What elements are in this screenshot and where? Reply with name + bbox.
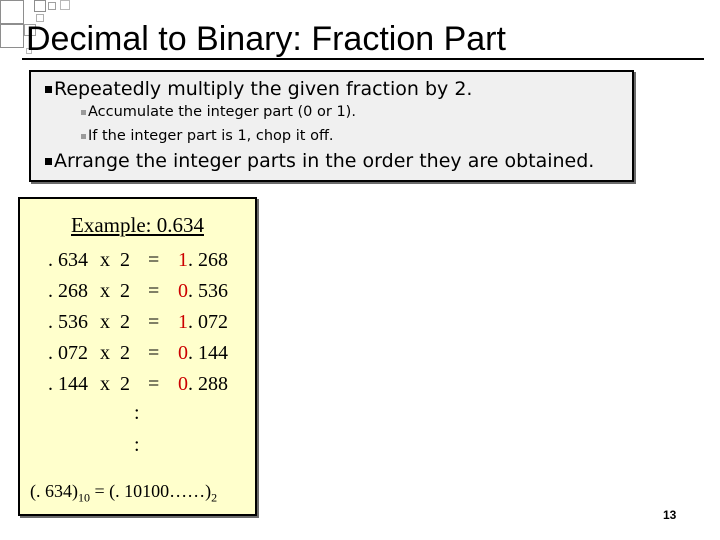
- decor-square: [34, 0, 46, 12]
- integer-digit: 0: [178, 280, 188, 302]
- square-bullet-icon: [45, 158, 52, 165]
- example-box: [18, 197, 257, 516]
- fraction-result: . 536: [188, 280, 228, 302]
- equals-sign: =: [148, 342, 160, 364]
- bullet-repeat-multiply: [45, 78, 472, 100]
- slide-title: Decimal to Binary: Fraction Part: [26, 20, 506, 58]
- result-rhs: = (. 10100……): [90, 481, 212, 501]
- operand: . 536: [48, 311, 88, 333]
- conversion-result: [30, 481, 217, 506]
- times-sign: x: [100, 311, 110, 333]
- decor-square: [48, 2, 56, 10]
- continuation-colon: :: [134, 402, 140, 424]
- fraction-result: . 144: [188, 342, 228, 364]
- operand: . 634: [48, 249, 88, 271]
- bullet-arrange: [45, 150, 594, 172]
- multiplier: 2: [120, 342, 130, 364]
- equals-sign: =: [148, 311, 160, 333]
- result-lhs-base: 10: [78, 490, 90, 505]
- operand: . 072: [48, 342, 88, 364]
- page-number: 13: [663, 508, 677, 522]
- times-sign: x: [100, 373, 110, 395]
- fraction-result: . 268: [188, 249, 228, 271]
- integer-digit: 1: [178, 311, 188, 333]
- bullet-text: Arrange the integer parts in the order they are obtained.: [54, 150, 595, 172]
- operand: . 144: [48, 373, 88, 395]
- result-rhs-base: 2: [211, 490, 218, 505]
- decor-square: [0, 0, 24, 24]
- sub-bullet-chop: [81, 128, 334, 144]
- equals-sign: =: [148, 280, 160, 302]
- times-sign: x: [100, 249, 110, 271]
- sub-bullet-accumulate: [81, 104, 356, 120]
- title-underline: [22, 58, 704, 60]
- square-bullet-icon: [81, 110, 86, 115]
- times-sign: x: [100, 342, 110, 364]
- multiplier: 2: [120, 311, 130, 333]
- integer-digit: 0: [178, 342, 188, 364]
- rules-box: [29, 70, 634, 182]
- equals-sign: =: [148, 373, 160, 395]
- result-lhs: (. 634): [30, 481, 78, 501]
- continuation-colon: :: [134, 434, 140, 456]
- sub-bullet-text: If the integer part is 1, chop it off.: [88, 128, 334, 144]
- multiplier: 2: [120, 373, 130, 395]
- fraction-result: . 072: [188, 311, 228, 333]
- square-bullet-icon: [81, 134, 86, 139]
- example-title: Example: 0.634: [71, 213, 204, 237]
- decor-square: [0, 24, 24, 48]
- square-bullet-icon: [45, 86, 52, 93]
- bullet-text: Repeatedly multiply the given fraction by 2.: [54, 78, 473, 100]
- fraction-result: . 288: [188, 373, 228, 395]
- sub-bullet-text: Accumulate the integer part (0 or 1).: [88, 104, 356, 120]
- times-sign: x: [100, 280, 110, 302]
- equals-sign: =: [148, 249, 160, 271]
- integer-digit: 1: [178, 249, 188, 271]
- multiplier: 2: [120, 280, 130, 302]
- decor-square: [60, 0, 70, 10]
- multiplier: 2: [120, 249, 130, 271]
- integer-digit: 0: [178, 373, 188, 395]
- operand: . 268: [48, 280, 88, 302]
